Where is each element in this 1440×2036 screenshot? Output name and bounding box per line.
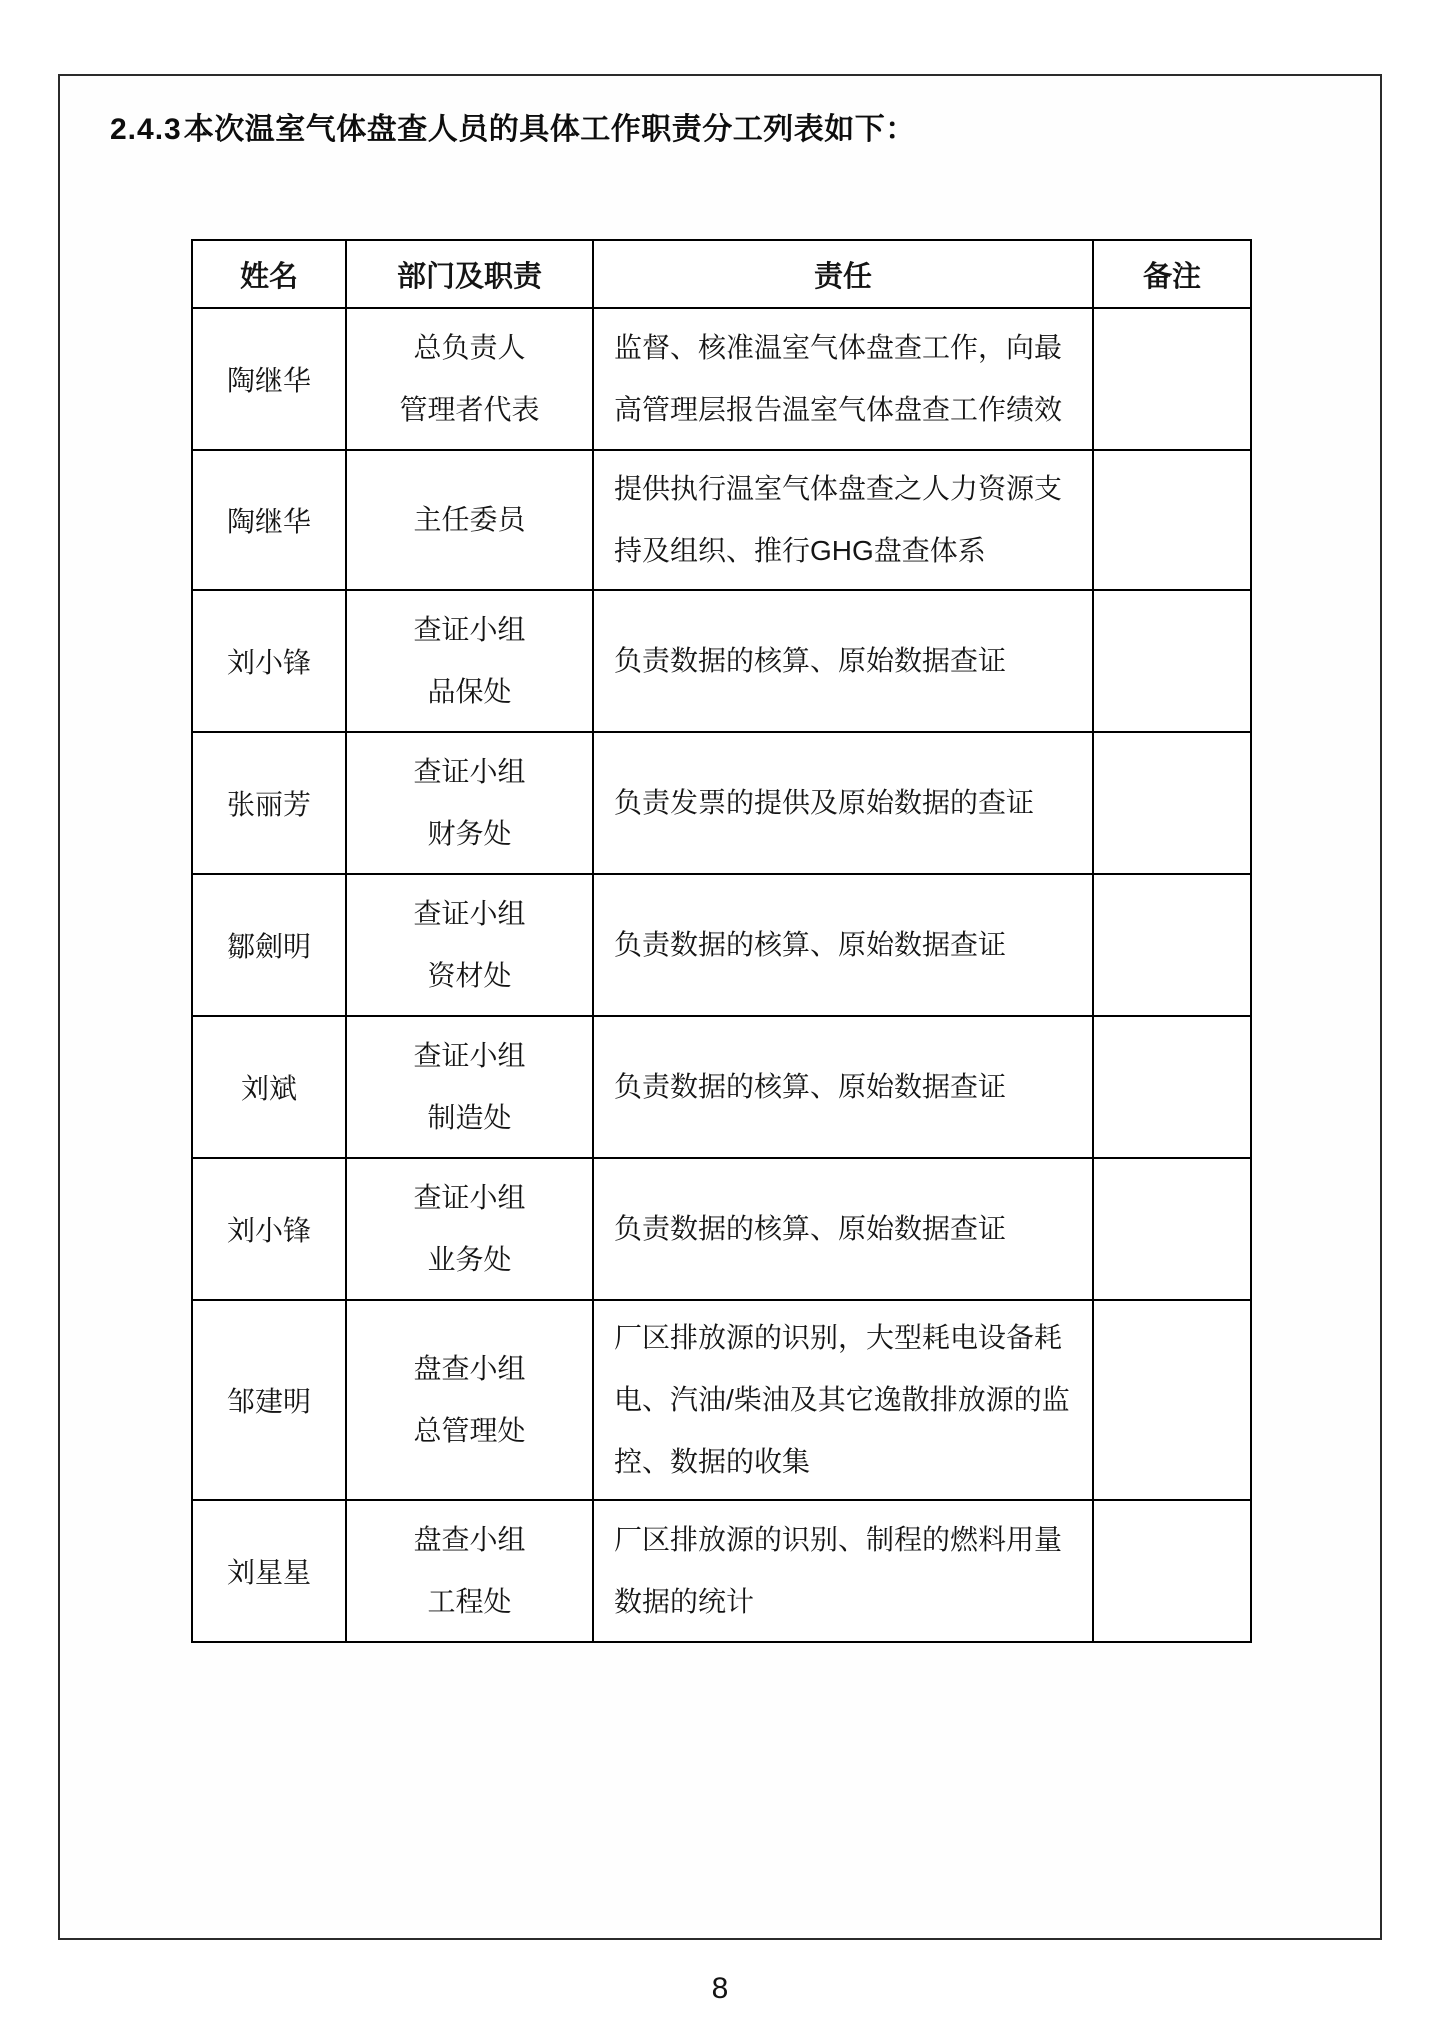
person-note-cell — [1093, 450, 1251, 590]
person-note-cell — [1093, 874, 1251, 1016]
person-dept-cell — [346, 308, 593, 450]
person-dept-cell — [346, 1158, 593, 1300]
dept-line: 查证小组 — [413, 898, 526, 929]
dept-line: 资材处 — [427, 960, 512, 991]
dept-line: 总负责人 — [413, 332, 526, 363]
person-name-cell: 刘小锋 — [192, 1158, 346, 1300]
person-duty-cell: 监督、核准温室气体盘查工作，向最高管理层报告温室气体盘查工作绩效 — [593, 308, 1093, 450]
table-row — [192, 590, 1251, 732]
responsibility-table — [191, 239, 1252, 1643]
table-row — [192, 1016, 1251, 1158]
dept-line: 工程处 — [427, 1586, 512, 1617]
person-dept-cell — [346, 450, 593, 590]
dept-line: 查证小组 — [413, 1040, 526, 1071]
person-duty-cell: 负责发票的提供及原始数据的查证 — [593, 732, 1093, 874]
person-name-cell: 刘星星 — [192, 1500, 346, 1642]
dept-line: 主任委员 — [413, 504, 526, 535]
person-dept-cell — [346, 1300, 593, 1500]
person-note-cell — [1093, 1300, 1251, 1500]
table-row — [192, 874, 1251, 1016]
dept-line: 业务处 — [427, 1244, 512, 1275]
person-name-cell: 鄒劍明 — [192, 874, 346, 1016]
dept-line: 制造处 — [427, 1102, 512, 1133]
dept-line: 盘查小组 — [413, 1353, 526, 1384]
table-body — [192, 308, 1251, 1642]
page-border-frame — [58, 74, 1382, 1940]
person-dept-cell — [346, 874, 593, 1016]
dept-line: 查证小组 — [413, 756, 526, 787]
table-row — [192, 1300, 1251, 1500]
person-note-cell — [1093, 590, 1251, 732]
person-dept-cell — [346, 1016, 593, 1158]
dept-line: 查证小组 — [413, 1182, 526, 1213]
table-row — [192, 308, 1251, 450]
person-duty-cell: 负责数据的核算、原始数据查证 — [593, 1016, 1093, 1158]
person-name-cell: 陶继华 — [192, 450, 346, 590]
person-duty-cell: 负责数据的核算、原始数据查证 — [593, 874, 1093, 1016]
person-name-cell: 邹建明 — [192, 1300, 346, 1500]
table-row — [192, 1158, 1251, 1300]
page-number: 8 — [711, 1972, 729, 2005]
table-row — [192, 450, 1251, 590]
person-dept-cell — [346, 732, 593, 874]
dept-line: 查证小组 — [413, 614, 526, 645]
person-duty-cell: 提供执行温室气体盘查之人力资源支持及组织、推行GHG盘查体系 — [593, 450, 1093, 590]
person-dept-cell — [346, 1500, 593, 1642]
person-name-cell: 陶继华 — [192, 308, 346, 450]
table-row — [192, 732, 1251, 874]
dept-line: 盘查小组 — [413, 1524, 526, 1555]
person-name-cell: 刘斌 — [192, 1016, 346, 1158]
section-heading — [110, 104, 916, 148]
person-note-cell — [1093, 1016, 1251, 1158]
table-row — [192, 1500, 1251, 1642]
person-duty-cell: 负责数据的核算、原始数据查证 — [593, 1158, 1093, 1300]
table-header-row — [192, 240, 1251, 308]
col-header-duty: 责任 — [593, 240, 1093, 308]
section-title: 本次温室气体盘查人员的具体工作职责分工列表如下： — [183, 113, 916, 146]
dept-line: 财务处 — [427, 818, 512, 849]
dept-line: 总管理处 — [413, 1415, 526, 1446]
person-note-cell — [1093, 1158, 1251, 1300]
person-duty-cell: 厂区排放源的识别，大型耗电设备耗电、汽油/柴油及其它逸散排放源的监控、数据的收集 — [593, 1300, 1093, 1500]
person-name-cell: 张丽芳 — [192, 732, 346, 874]
col-header-note: 备注 — [1093, 240, 1251, 308]
col-header-dept: 部门及职责 — [346, 240, 593, 308]
person-name-cell: 刘小锋 — [192, 590, 346, 732]
dept-line: 管理者代表 — [399, 394, 540, 425]
person-note-cell — [1093, 1500, 1251, 1642]
dept-line: 品保处 — [427, 676, 512, 707]
person-note-cell — [1093, 732, 1251, 874]
person-duty-cell: 负责数据的核算、原始数据查证 — [593, 590, 1093, 732]
person-note-cell — [1093, 308, 1251, 450]
person-dept-cell — [346, 590, 593, 732]
section-number: 2.4.3 — [110, 113, 182, 146]
col-header-name: 姓名 — [192, 240, 346, 308]
person-duty-cell: 厂区排放源的识别、制程的燃料用量数据的统计 — [593, 1500, 1093, 1642]
